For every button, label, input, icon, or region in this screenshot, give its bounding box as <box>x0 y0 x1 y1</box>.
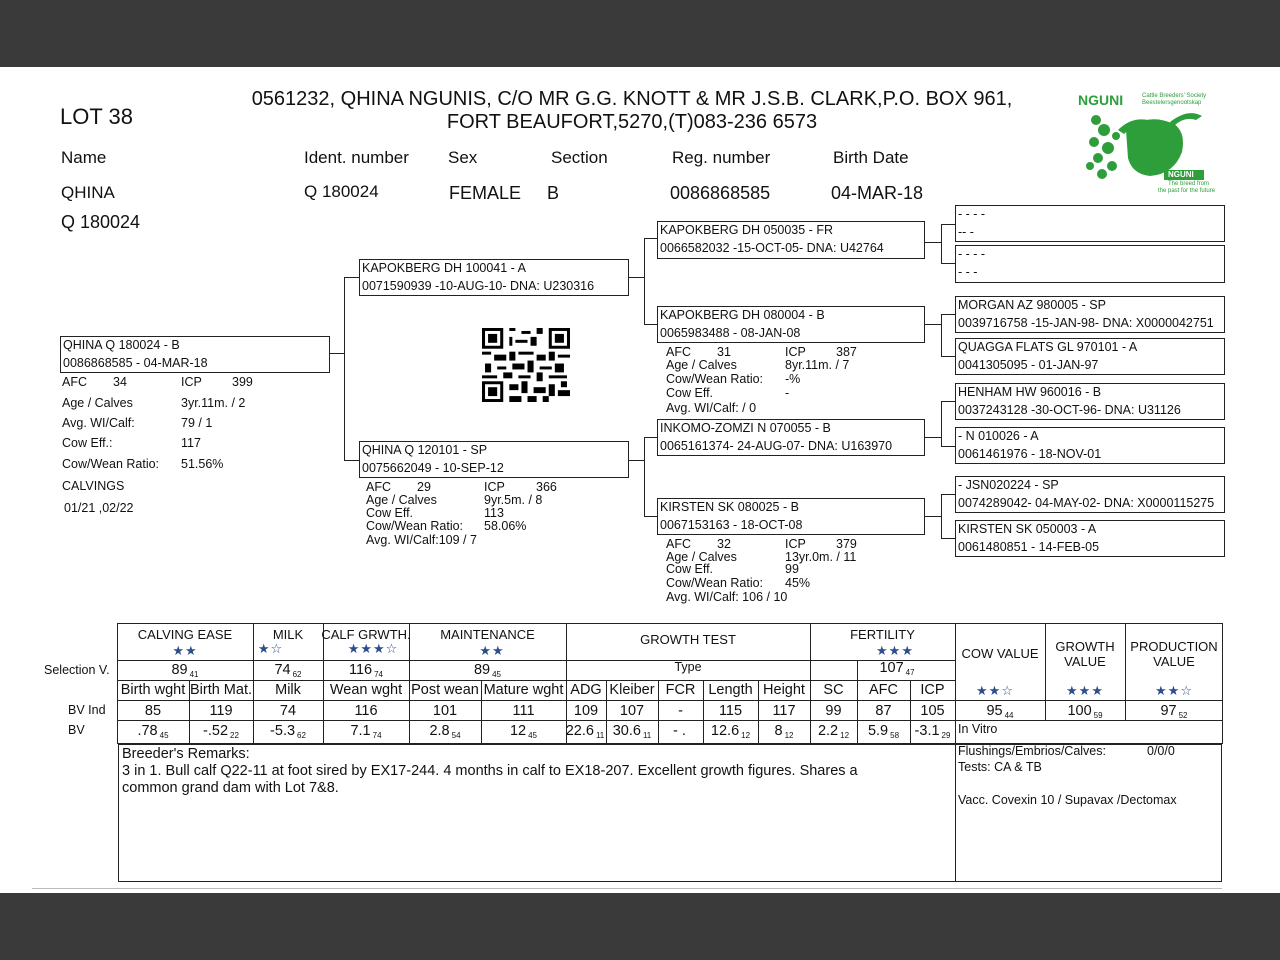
dam-dam-wi: Avg. WI/Calf: 106 / 10 <box>666 590 788 604</box>
animal-ident: Q 180024 <box>304 182 379 201</box>
col-afc: AFC <box>869 682 898 698</box>
dam-sire-name: INKOMO-ZOMZI N 070055 - B <box>660 421 831 435</box>
subject-box <box>60 336 330 373</box>
subject-stats <box>62 376 322 516</box>
animal-section: B <box>547 183 560 203</box>
gg-name: - JSN020224 - SP <box>958 478 1059 492</box>
bv-cell <box>409 723 481 740</box>
dam-name: QHINA Q 120101 - SP <box>362 443 488 457</box>
gg-reg: 0061480851 - 14-FEB-05 <box>958 540 1100 554</box>
in-vitro-label: In Vitro <box>958 722 998 736</box>
sire-name: KAPOKBERG DH 100041 - A <box>362 261 526 275</box>
value: 30.6 <box>612 723 641 739</box>
dam-sire-reg: 0065161374- 24-AUG-07- DNA: U163970 <box>660 439 893 453</box>
label-birth: Birth Date <box>833 148 909 167</box>
sire-sire-reg: 0066582032 -15-OCT-05- DNA: U42764 <box>660 241 884 255</box>
gg-box-7 <box>955 476 1225 513</box>
value: 2.2 <box>817 723 839 739</box>
gg-name: - - - - <box>958 207 986 221</box>
dam-cwr: 58.06% <box>484 519 527 533</box>
col-icp: ICP <box>920 682 945 698</box>
lot-number: LOT 38 <box>60 104 133 129</box>
sire-sire-name: KAPOKBERG DH 050035 - FR <box>660 223 833 237</box>
sire-dam-afc: 31 <box>717 345 731 359</box>
bv-ind-cell: 99 <box>825 703 842 719</box>
flushings-value: 0/0/0 <box>1147 744 1175 758</box>
dam-dam-cwr: 45% <box>785 576 811 590</box>
value: -5.3 <box>270 723 296 739</box>
animal-reg: 0086868585 <box>670 183 771 203</box>
value: 8 <box>774 723 783 739</box>
accuracy: 45 <box>159 731 169 740</box>
subject-afc-label: AFC <box>62 375 87 389</box>
group-growth-test: GROWTH TEST <box>640 632 736 647</box>
value: 7.1 <box>350 723 371 739</box>
sire-dam-reg: 0065983488 - 08-JAN-08 <box>660 326 801 340</box>
col-length: Length <box>708 682 753 698</box>
accuracy: 11 <box>642 731 652 740</box>
subject-icp-label: ICP <box>181 375 202 389</box>
bv-ind-cell: 85 <box>144 703 162 719</box>
production-value-cell <box>1125 703 1223 720</box>
logo-society-af: Beestelersgenootskap <box>1142 100 1202 106</box>
cow-value-cell <box>955 703 1045 720</box>
gg-reg: -- - <box>958 225 974 239</box>
tests-text: Tests: CA & TB <box>958 760 1042 774</box>
bv-cell <box>810 723 857 740</box>
gg-reg: 0061461976 - 18-NOV-01 <box>958 447 1102 461</box>
remarks-label: Breeder's Remarks: <box>122 746 250 762</box>
animal-ident-big: Q 180024 <box>61 212 141 232</box>
sire-dam-age-label: Age / Calves <box>666 358 737 372</box>
row-label-selection: Selection V. <box>44 663 110 677</box>
label-name: Name <box>61 148 107 167</box>
fertility-stars: ★★★ <box>876 643 914 658</box>
group-maintenance: MAINTENANCE <box>440 627 535 642</box>
selection-milk <box>253 662 323 679</box>
dam-dam-afc-label: AFC <box>666 537 691 551</box>
gg-reg: 0041305095 - 01-JAN-97 <box>958 358 1099 372</box>
dam-wi: Avg. WI/Calf:109 / 7 <box>366 533 477 547</box>
animal-sex: FEMALE <box>449 183 522 203</box>
dam-sire-box <box>657 419 925 456</box>
calving-ease-stars: ★★ <box>172 643 198 658</box>
growth-value-cell <box>1045 703 1125 720</box>
dam-dam-age-label: Age / Calves <box>666 550 737 564</box>
value: 22.6 <box>565 723 594 739</box>
subject-icp: 399 <box>232 375 253 389</box>
value: 2.8 <box>429 723 450 739</box>
sire-dam-box <box>657 306 925 343</box>
subject-reg: 0086868585 - 04-MAR-18 <box>63 356 208 370</box>
calvings-label: CALVINGS <box>62 479 125 493</box>
value: 89 <box>473 662 491 678</box>
dam-cow-eff: 113 <box>484 506 504 520</box>
bv-cell <box>758 723 810 740</box>
vaccinations-text: Vacc. Covexin 10 / Supavax /Dectomax <box>958 793 1177 807</box>
dam-stats <box>366 481 626 548</box>
dam-icp-label: ICP <box>484 480 505 494</box>
label-ident: Ident. number <box>304 148 409 167</box>
gg-name: MORGAN AZ 980005 - SP <box>958 298 1106 312</box>
accuracy: 44 <box>1004 711 1014 720</box>
dam-icp: 366 <box>536 480 557 494</box>
bv-ind-cell: 116 <box>354 703 378 719</box>
bv-ind-cell: 105 <box>920 703 945 719</box>
viewer-bottom-bar <box>0 893 1280 960</box>
flushings-label: Flushings/Embrios/Calves: <box>958 744 1106 758</box>
dam-dam-reg: 0067153163 - 18-OCT-08 <box>660 518 803 532</box>
accuracy: 12 <box>741 731 751 740</box>
sire-dam-icp-label: ICP <box>785 345 806 359</box>
bv-ind-cell: 74 <box>279 703 297 719</box>
gg-reg: 0074289042- 04-MAY-02- DNA: X0000115275 <box>958 496 1215 510</box>
subject-afc: 34 <box>113 375 127 389</box>
col-milk: Milk <box>275 682 301 698</box>
selection-fertility <box>857 660 937 677</box>
value: 107 <box>879 660 904 676</box>
nguni-logo <box>1078 90 1216 196</box>
group-production-value-1: PRODUCTION <box>1130 639 1218 654</box>
row-label-bv-ind: BV Ind <box>68 703 106 717</box>
value: 5.9 <box>867 723 889 739</box>
col-birth-mat: Birth Mat. <box>189 682 253 698</box>
subject-cwr-label: Cow/Wean Ratio: <box>62 457 160 471</box>
cow-value-stars: ★★☆ <box>976 683 1014 698</box>
col-kleiber: Kleiber <box>609 682 655 698</box>
sire-dam-wi: Avg. WI/Calf: / 0 <box>666 401 757 415</box>
col-sc: SC <box>823 682 844 698</box>
value: 12.6 <box>710 723 740 739</box>
subject-name: QHINA Q 180024 - B <box>63 338 180 352</box>
subject-wi: 79 / 1 <box>181 416 213 430</box>
accuracy: 47 <box>905 668 915 677</box>
dam-age: 9yr.5m. / 8 <box>484 493 543 507</box>
dam-cow-eff-label: Cow Eff. <box>366 506 414 520</box>
label-sex: Sex <box>448 148 478 167</box>
value: 100 <box>1067 703 1092 719</box>
gg-reg: - - - <box>958 265 978 279</box>
accuracy: 22 <box>230 731 239 740</box>
sire-dam-afc-label: AFC <box>666 345 691 359</box>
page-bottom-rule <box>32 888 1222 889</box>
value: 116 <box>348 662 373 678</box>
bv-ind-cell: 111 <box>512 703 535 719</box>
dam-box <box>359 441 629 478</box>
dam-dam-cwr-label: Cow/Wean Ratio: <box>666 576 764 590</box>
sire-box <box>359 259 629 296</box>
bv-cell <box>323 723 409 740</box>
row-label-bv: BV <box>68 723 85 737</box>
gg-box-8 <box>955 520 1225 557</box>
gg-reg: 0037243128 -30-OCT-96- DNA: U31126 <box>958 403 1181 417</box>
col-wean-wght: Wean wght <box>329 682 403 698</box>
production-value-stars: ★★☆ <box>1155 683 1193 698</box>
selection-maintenance <box>409 662 566 679</box>
bv-cell <box>253 723 323 740</box>
bv-ind-cell: 87 <box>875 703 892 719</box>
subject-cwr: 51.56% <box>181 457 224 471</box>
value: - . <box>673 723 686 739</box>
col-mature-wght: Mature wght <box>483 682 564 698</box>
gg-name: HENHAM HW 960016 - B <box>958 385 1102 399</box>
bv-ind-cell: 119 <box>209 703 233 719</box>
dam-dam-icp: 379 <box>836 537 857 551</box>
accuracy: 45 <box>492 670 502 679</box>
logo-title: NGUNI <box>1078 92 1124 108</box>
sire-dam-cwr: -% <box>785 372 801 386</box>
accuracy: 12 <box>784 731 794 740</box>
remarks-line-2: common grand dam with Lot 7&8. <box>122 780 339 796</box>
accuracy: 41 <box>189 670 199 679</box>
calvings-dates: 01/21 ,02/22 <box>64 501 134 515</box>
animal-name: QHINA <box>61 183 115 202</box>
gg-box-2 <box>955 245 1225 283</box>
gg-name: - - - - <box>958 247 986 261</box>
dam-afc-label: AFC <box>366 480 391 494</box>
bv-cell <box>481 723 566 740</box>
viewer-top-bar <box>0 0 1280 67</box>
label-reg: Reg. number <box>672 148 771 167</box>
sire-dam-icp: 387 <box>836 345 857 359</box>
sire-reg: 0071590939 -10-AUG-10- DNA: U230316 <box>362 279 595 293</box>
dam-dam-afc: 32 <box>717 537 731 551</box>
group-cow-value: COW VALUE <box>961 646 1039 661</box>
gg-box-1 <box>955 205 1225 242</box>
dam-dam-box <box>657 498 925 535</box>
selection-calf-growth <box>323 662 409 679</box>
value: 97 <box>1160 703 1177 719</box>
bv-cell <box>562 723 608 740</box>
accuracy: 11 <box>595 731 605 740</box>
bv-cell <box>658 723 703 740</box>
subject-age-label: Age / Calves <box>62 396 133 410</box>
qr-code <box>482 328 570 402</box>
subject-wi-label: Avg. WI/Calf: <box>62 416 135 430</box>
subject-cow-eff: 117 <box>181 436 201 450</box>
dam-dam-cow-eff: 99 <box>785 562 799 576</box>
bv-ind-cell: - <box>678 703 683 719</box>
logo-tagline-1: The breed from <box>1168 181 1210 187</box>
bv-cell <box>910 723 955 740</box>
accuracy: 74 <box>372 731 382 740</box>
col-birth-wght: Birth wght <box>120 682 186 698</box>
remarks-line-1: 3 in 1. Bull calf Q22-11 at foot sired by EX17-244. 4 months in calf to EX18-207. Excellent growth figures. Shares a <box>122 763 858 779</box>
sire-dam-age: 8yr.11m. / 7 <box>785 358 850 372</box>
accuracy: 59 <box>1093 711 1103 720</box>
bv-cell <box>189 723 253 740</box>
group-fertility: FERTILITY <box>850 627 915 642</box>
sire-dam-name: KAPOKBERG DH 080004 - B <box>660 308 825 322</box>
bv-cell <box>703 723 758 740</box>
bv-cell <box>117 723 189 740</box>
bv-cell <box>606 723 658 740</box>
col-post-wean: Post wean <box>411 682 479 698</box>
value: 95 <box>986 703 1003 719</box>
gg-box-3 <box>955 296 1225 333</box>
bv-ind-cell: 109 <box>573 703 599 719</box>
accuracy: 12 <box>840 731 850 740</box>
dam-dam-stats <box>666 538 916 605</box>
accuracy: 58 <box>890 731 900 740</box>
subject-cow-eff-label: Cow Eff.: <box>62 436 113 450</box>
value: -.52 <box>203 723 229 739</box>
accuracy: 74 <box>374 670 384 679</box>
owner-line-2: FORT BEAUFORT,5270,(T)083-236 6573 <box>446 111 818 133</box>
group-growth-value-2: VALUE <box>1064 654 1106 669</box>
gg-box-5 <box>955 383 1225 420</box>
logo-badge: NGUNI <box>1168 170 1194 179</box>
accuracy: 62 <box>297 731 306 740</box>
value: .78 <box>137 723 158 739</box>
animal-birth: 04-MAR-18 <box>831 183 924 203</box>
calf-growth-stars: ★★★☆ <box>347 641 399 656</box>
subject-age: 3yr.11m. / 2 <box>181 396 246 410</box>
logo-society-en: Cattle Breeders' Society <box>1142 93 1207 99</box>
group-production-value-2: VALUE <box>1153 654 1195 669</box>
group-growth-value-1: GROWTH <box>1055 639 1115 654</box>
sire-dam-cow-eff-label: Cow Eff. <box>666 386 714 400</box>
value: 89 <box>171 662 188 678</box>
col-fcr: FCR <box>665 682 696 698</box>
accuracy: 52 <box>1178 711 1188 720</box>
bv-ind-cell: 101 <box>432 703 458 719</box>
gg-box-6 <box>955 427 1225 464</box>
sire-dam-stats <box>666 346 916 416</box>
growth-test-type: Type <box>674 660 702 674</box>
owner-line-1: 0561232, QHINA NGUNIS, C/O MR G.G. KNOTT & MR J.S.B. CLARK,P.O. BOX 961, <box>251 88 1013 110</box>
accuracy: 62 <box>292 670 302 679</box>
dam-dam-icp-label: ICP <box>785 537 806 551</box>
value: -3.1 <box>914 723 940 739</box>
sire-dam-cow-eff: - <box>785 386 790 400</box>
milk-stars: ★☆ <box>257 641 284 656</box>
gg-reg: 0039716758 -15-JAN-98- DNA: X0000042751 <box>958 316 1214 330</box>
logo-tagline-2: the past for the future <box>1158 188 1216 194</box>
col-adg: ADG <box>570 682 602 698</box>
group-calf-growth: CALF GRWTH. <box>321 627 411 642</box>
label-section: Section <box>551 148 608 167</box>
col-height: Height <box>763 682 805 698</box>
dam-age-label: Age / Calves <box>366 493 437 507</box>
maintenance-stars: ★★ <box>479 643 505 658</box>
group-milk: MILK <box>272 627 304 642</box>
sire-dam-cwr-label: Cow/Wean Ratio: <box>666 372 764 386</box>
dam-dam-name: KIRSTEN SK 080025 - B <box>660 500 799 514</box>
value: 74 <box>274 662 291 678</box>
dam-afc: 29 <box>417 480 431 494</box>
gg-box-4 <box>955 338 1225 375</box>
growth-value-stars: ★★★ <box>1066 683 1104 698</box>
gg-name: QUAGGA FLATS GL 970101 - A <box>958 340 1138 354</box>
group-calving-ease: CALVING EASE <box>137 627 233 642</box>
dam-dam-age: 13yr.0m. / 11 <box>785 550 857 564</box>
bv-ind-cell: 117 <box>772 703 796 719</box>
bv-ind-cell: 115 <box>718 703 743 719</box>
selection-calving-ease <box>117 662 253 679</box>
dam-reg: 0075662049 - 10-SEP-12 <box>362 461 504 475</box>
bv-ind-cell: 107 <box>619 703 645 719</box>
dam-dam-cow-eff-label: Cow Eff. <box>666 562 714 576</box>
accuracy: 29 <box>941 731 951 740</box>
accuracy: 45 <box>528 731 538 740</box>
bv-cell <box>857 723 910 740</box>
sire-sire-box <box>657 221 925 259</box>
dam-cwr-label: Cow/Wean Ratio: <box>366 519 464 533</box>
gg-name: KIRSTEN SK 050003 - A <box>958 522 1097 536</box>
accuracy: 54 <box>451 731 461 740</box>
gg-name: - N 010026 - A <box>958 429 1039 443</box>
value: 12 <box>509 723 527 739</box>
